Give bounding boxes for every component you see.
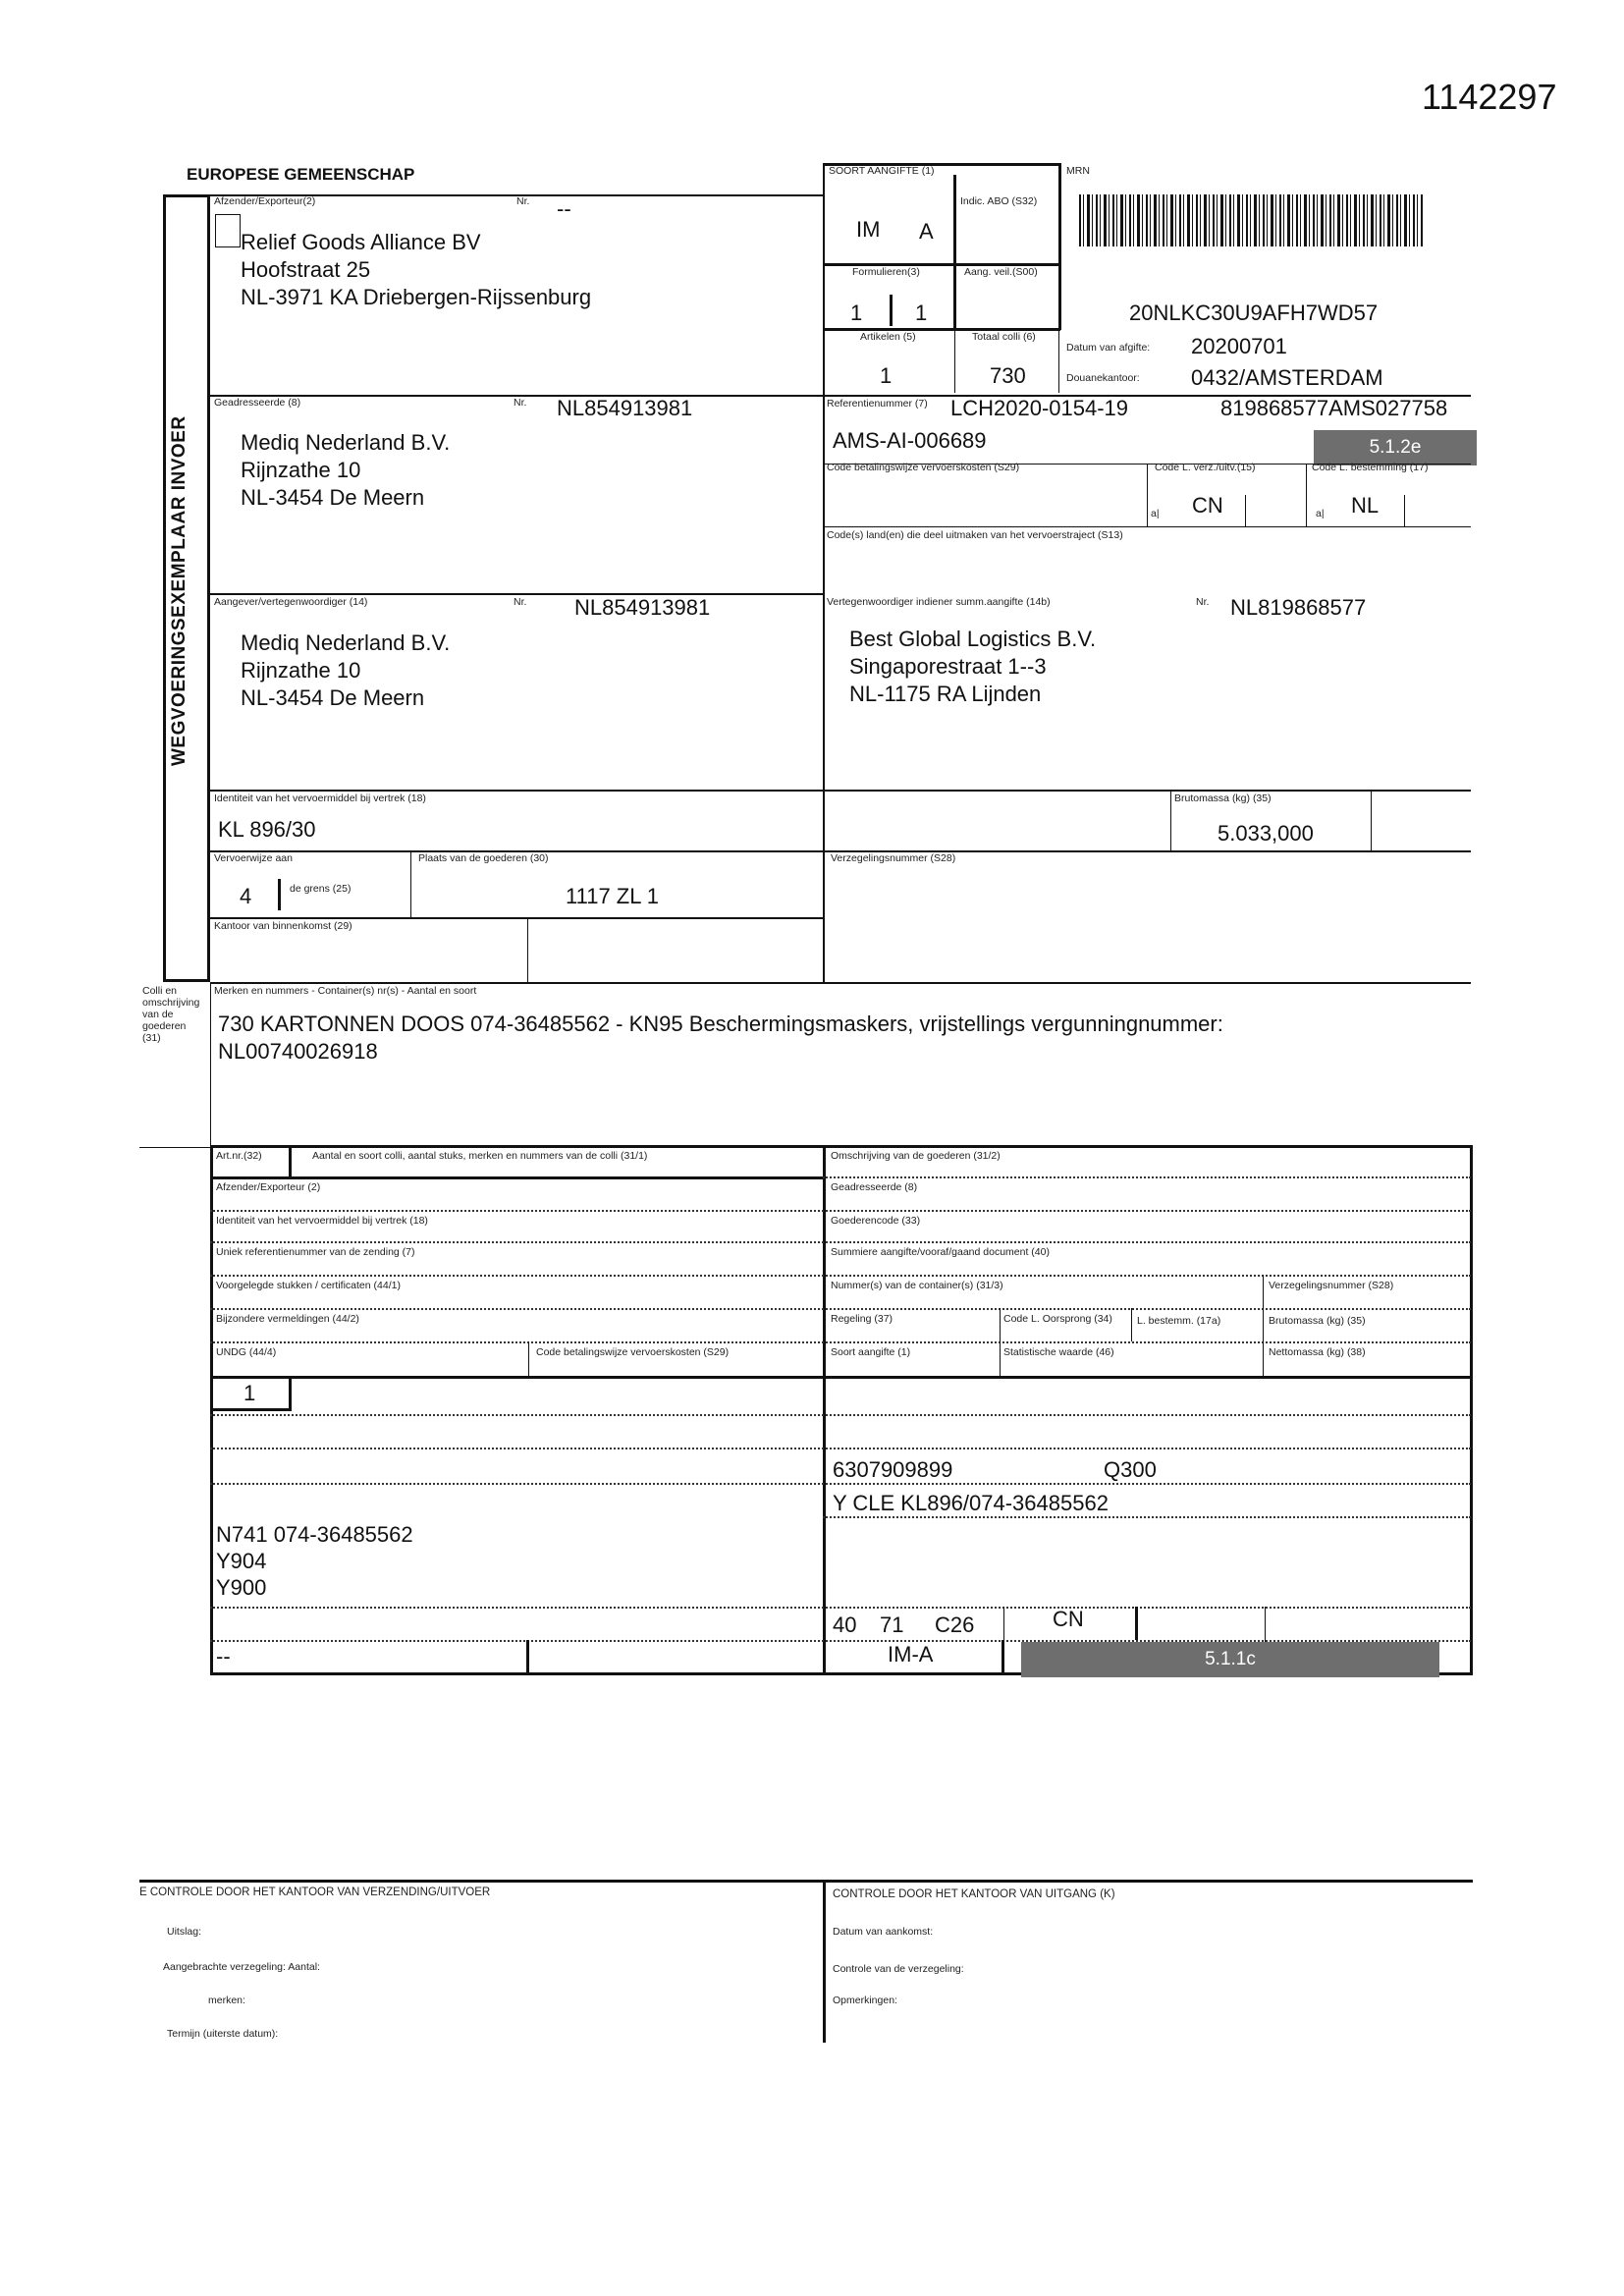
- row-dot-2: [210, 1210, 1471, 1212]
- items-label: Artikelen (5): [860, 331, 916, 343]
- item-procedure-2: 71: [880, 1613, 904, 1637]
- type-value-1: IM: [856, 217, 881, 242]
- goods-side-label-3: van de: [142, 1009, 174, 1020]
- dispatch-a-label: a|: [1151, 508, 1160, 519]
- control-dispatch-title: E CONTROLE DOOR HET KANTOOR VAN VERZENDING/UITVOER: [139, 1886, 491, 1898]
- side-title: WEGVOERINGSEXEMPLAAR INVOER: [169, 415, 189, 766]
- goods-side-label-1: Colli en: [142, 985, 178, 997]
- net-label: Nettomassa (kg) (38): [1269, 1346, 1366, 1358]
- transit-row-top: [823, 526, 1471, 527]
- forms-value-1: 1: [850, 301, 863, 325]
- item-procedure-3: C26: [935, 1613, 975, 1637]
- item-exporter-label: Afzender/Exporteur (2): [216, 1181, 321, 1193]
- abo-label: Indic. ABO (S32): [960, 195, 1038, 207]
- item-docs-2: Y904: [216, 1549, 267, 1573]
- item-procedure-1: 40: [833, 1613, 857, 1637]
- mode-divider: [410, 850, 411, 917]
- row-dot-3: [210, 1241, 1471, 1243]
- item-art-bottom: [210, 1408, 292, 1411]
- seal-divider: [1263, 1275, 1264, 1376]
- office-value: 0432/AMSTERDAM: [1191, 365, 1383, 390]
- dest-box-right: [1404, 495, 1405, 526]
- item-commodity-extra: Q300: [1104, 1457, 1157, 1482]
- control-exit-title: CONTROLE DOOR HET KANTOOR VAN UITGANG (K): [833, 1888, 1115, 1900]
- declarant-nr-label: Nr.: [514, 596, 527, 608]
- item-header-bottom: [210, 1376, 1473, 1379]
- mrn-barcode: [1079, 194, 1423, 246]
- representative-city: NL-1175 RA Lijnden: [849, 682, 1042, 706]
- exporter-nr: --: [557, 196, 571, 221]
- gross-divider-right: [1371, 790, 1372, 850]
- declarant-bottom: [210, 790, 1471, 792]
- control-exit-arrival: Datum van aankomst:: [833, 1926, 934, 1938]
- item-type-label: Soort aangifte (1): [831, 1346, 911, 1358]
- packages-right: [1058, 330, 1059, 393]
- exporter-nr-label: Nr.: [516, 195, 530, 207]
- item-art: 1: [244, 1381, 256, 1405]
- dest-country: NL: [1351, 493, 1380, 518]
- consignee-name: Mediq Nederland B.V.: [241, 430, 451, 455]
- consignee-bottom: [210, 593, 823, 595]
- item-consignee-label: Geadresseerde (8): [831, 1181, 918, 1193]
- gross-value: 5.033,000: [1218, 821, 1314, 846]
- decl-box-inner: [953, 175, 956, 330]
- undg-label: UNDG (44/4): [216, 1346, 277, 1358]
- item-gross-label: Brutomassa (kg) (35): [1269, 1315, 1366, 1327]
- mode-tick: [278, 879, 281, 910]
- val-origin-divider: [1003, 1607, 1004, 1640]
- redaction-bottom: 5.1.1c: [1021, 1642, 1439, 1677]
- representative-name: Best Global Logistics B.V.: [849, 627, 1097, 651]
- items-divider: [954, 330, 955, 393]
- document-number: 1142297: [1422, 77, 1557, 117]
- ref-value: LCH2020-0154-19: [950, 396, 1129, 420]
- item-commodity: 6307909899: [833, 1457, 953, 1482]
- dest17a-label: L. bestemm. (17a): [1137, 1315, 1221, 1327]
- exporter-city: NL-3971 KA Driebergen-Rijssenburg: [241, 285, 592, 309]
- mrn-value: 20NLKC30U9AFH7WD57: [1129, 301, 1379, 325]
- dest-a-label: a|: [1316, 508, 1325, 519]
- community-title: EUROPESE GEMEENSCHAP: [187, 165, 415, 184]
- dispatch-box-right: [1245, 495, 1246, 526]
- consignee-nr: NL854913981: [557, 396, 693, 420]
- item-seal-label: Verzegelingsnummer (S28): [1269, 1280, 1394, 1291]
- consignee-nr-label: Nr.: [514, 397, 527, 409]
- office-label: Douanekantoor:: [1066, 372, 1140, 384]
- item-box-right: [1470, 1145, 1473, 1675]
- qty-label: Aantal en soort colli, aantal stuks, merken en nummers van de colli (31/1): [312, 1150, 648, 1162]
- val-type-divider: [1001, 1640, 1004, 1673]
- goods-side-label-5: (31): [142, 1032, 161, 1044]
- item-docs-3: Y900: [216, 1575, 267, 1600]
- representative-nr-label: Nr.: [1196, 596, 1210, 608]
- goods-description-2: NL00740026918: [218, 1039, 378, 1064]
- frame-mid-divider: [823, 163, 825, 982]
- item-type: IM-A: [888, 1642, 934, 1667]
- declarant-city: NL-3454 De Meern: [241, 685, 425, 710]
- side-bar-right: [207, 194, 210, 980]
- mrn-label: MRN: [1066, 165, 1090, 177]
- control-exit-remarks: Opmerkingen:: [833, 1995, 897, 2006]
- representative-street: Singaporestraat 1--3: [849, 654, 1047, 679]
- side-bar-top: [163, 194, 210, 197]
- decl-box-right: [1058, 163, 1061, 330]
- dest17a-divider: [1131, 1308, 1132, 1341]
- item-origin: CN: [1053, 1607, 1084, 1631]
- ucr-label: Uniek referentienummer van de zending (7): [216, 1246, 415, 1258]
- commodity-label: Goederencode (33): [831, 1215, 921, 1227]
- item-payment-label: Code betalingswijze vervoerskosten (S29): [536, 1346, 730, 1358]
- ref-value-2: 819868577AMS027758: [1220, 396, 1448, 420]
- packages-value: 730: [990, 363, 1026, 388]
- exporter-label: Afzender/Exporteur(2): [214, 195, 316, 207]
- country-divider: [1306, 464, 1307, 526]
- item-docs-1: N741 074-36485562: [216, 1522, 413, 1547]
- goods-description-1: 730 KARTONNEN DOOS 074-36485562 - KN95 Beschermingsmaskers, vrijstellings vergunningnummer:: [218, 1011, 1223, 1036]
- consignee-city: NL-3454 De Meern: [241, 485, 425, 510]
- payment-divider: [1147, 464, 1148, 526]
- val-dest-divider: [1135, 1607, 1138, 1640]
- item-undg: --: [216, 1644, 231, 1668]
- marks-label: Merken en nummers - Container(s) nr(s) - Aantal en soort: [214, 985, 477, 997]
- control-dispatch-seals: Aangebrachte verzegeling: Aantal:: [163, 1961, 320, 1973]
- docs-label: Voorgelegde stukken / certificaten (44/1): [216, 1280, 401, 1291]
- transport-mode: 4: [240, 884, 252, 908]
- redaction-top: 5.1.2e: [1314, 430, 1477, 465]
- gross-divider-left: [1170, 790, 1171, 850]
- origin-label: Code L. Oorsprong (34): [1003, 1313, 1112, 1325]
- dest-country-label: Code L. bestemming (17): [1312, 462, 1429, 473]
- art-row-bottom: [210, 1176, 823, 1179]
- type-label: SOORT AANGIFTE (1): [829, 165, 935, 177]
- declarant-street: Rijnzathe 10: [241, 658, 361, 683]
- row-dot-5: [210, 1308, 1471, 1310]
- row-dot-1: [823, 1176, 1471, 1178]
- transport-id: KL 896/30: [218, 817, 316, 842]
- declarant-nr: NL854913981: [574, 595, 711, 620]
- row-dot-4: [210, 1275, 1471, 1277]
- special-label: Bijzondere vermeldingen (44/2): [216, 1313, 359, 1325]
- items-value: 1: [880, 363, 893, 388]
- item-art-divider: [289, 1378, 292, 1410]
- val-undg-divider: [526, 1640, 529, 1673]
- summary-label: Summiere aangifte/vooraf/gaand document (40): [831, 1246, 1050, 1258]
- item-transport-label: Identiteit van het vervoermiddel bij vertrek (18): [216, 1215, 428, 1227]
- forms-label: Formulieren(3): [852, 266, 920, 278]
- val-dot-1: [210, 1414, 1471, 1416]
- date-value: 20200701: [1191, 334, 1287, 358]
- ref-label: Referentienummer (7): [827, 398, 928, 410]
- exporter-street: Hoofstraat 25: [241, 257, 371, 282]
- date-label: Datum van afgifte:: [1066, 342, 1151, 354]
- side-bar-bottom: [163, 979, 210, 982]
- location-label: Plaats van de goederen (30): [418, 852, 549, 864]
- control-dispatch-marks: merken:: [208, 1995, 245, 2006]
- transit-label: Code(s) land(en) die deel uitmaken van het vervoerstraject (S13): [827, 529, 1123, 541]
- type-value-2: A: [919, 219, 934, 244]
- representative-label: Vertegenwoordiger indiener summ.aangifte (14b): [827, 596, 1051, 608]
- val-dot-5: [210, 1607, 1471, 1609]
- dispatch-country-label: Code L. verz./uitv.(15): [1155, 462, 1256, 473]
- goods-location: 1117 ZL 1: [566, 884, 659, 908]
- security-label: Aang. veil.(S00): [964, 266, 1038, 278]
- goods-left-border: [210, 982, 211, 1147]
- declarant-name: Mediq Nederland B.V.: [241, 630, 451, 655]
- forms-value-2: 1: [915, 301, 928, 325]
- art-label: Art.nr.(32): [216, 1150, 262, 1162]
- origin-divider: [1000, 1308, 1001, 1376]
- exporter-checkbox[interactable]: [215, 214, 241, 247]
- stat-label: Statistische waarde (46): [1003, 1346, 1114, 1358]
- dispatch-country: CN: [1192, 493, 1223, 518]
- seal-label: Verzegelingsnummer (S28): [831, 852, 956, 864]
- item-box-mid: [823, 1145, 826, 1675]
- payment-label: Code betalingswijze vervoerskosten (S29): [827, 462, 1020, 473]
- packages-label: Totaal colli (6): [972, 331, 1036, 343]
- consignee-label: Geadresseerde (8): [214, 397, 301, 409]
- representative-nr: NL819868577: [1230, 595, 1367, 620]
- ref-value-3: AMS-AI-006689: [833, 428, 987, 453]
- control-top-line: [139, 1880, 1473, 1883]
- transport-id-label: Identiteit van het vervoermiddel bij vertrek (18): [214, 793, 426, 804]
- goods-side-label-4: goederen: [142, 1020, 187, 1032]
- item-box-top: [210, 1145, 1473, 1148]
- exporter-name: Relief Goods Alliance BV: [241, 230, 481, 254]
- art-divider: [289, 1145, 292, 1176]
- payment-col-divider: [528, 1341, 529, 1376]
- control-dispatch-result: Uitslag:: [167, 1926, 202, 1938]
- entry-office-label: Kantoor van binnenkomst (29): [214, 920, 352, 932]
- control-divider: [823, 1880, 826, 2043]
- consignee-street: Rijnzathe 10: [241, 458, 361, 482]
- mode-bottom: [210, 917, 823, 919]
- goods-side-label-2: omschrijving: [142, 997, 200, 1009]
- mode-label: Vervoerwijze aan: [214, 852, 293, 864]
- upper-bottom: [210, 982, 1471, 984]
- control-dispatch-deadline: Termijn (uiterste datum):: [167, 2028, 279, 2040]
- gross-label: Brutomassa (kg) (35): [1174, 793, 1272, 804]
- entry-office-divider: [527, 917, 528, 982]
- val-dot-2: [210, 1448, 1471, 1449]
- row-dot-6: [210, 1341, 1471, 1343]
- item-summary: Y CLE KL896/074-36485562: [833, 1491, 1109, 1515]
- forms-divider: [890, 295, 893, 326]
- control-exit-seal-check: Controle van de verzegeling:: [833, 1963, 964, 1975]
- side-bar-left: [163, 194, 166, 980]
- container-label: Nummer(s) van de container(s) (31/3): [831, 1280, 1003, 1291]
- procedure-label: Regeling (37): [831, 1313, 893, 1325]
- declarant-label: Aangever/vertegenwoordiger (14): [214, 596, 368, 608]
- border-label: de grens (25): [290, 883, 352, 895]
- goods-bottom-left: [139, 1147, 210, 1148]
- desc-label: Omschrijving van de goederen (31/2): [831, 1150, 1001, 1162]
